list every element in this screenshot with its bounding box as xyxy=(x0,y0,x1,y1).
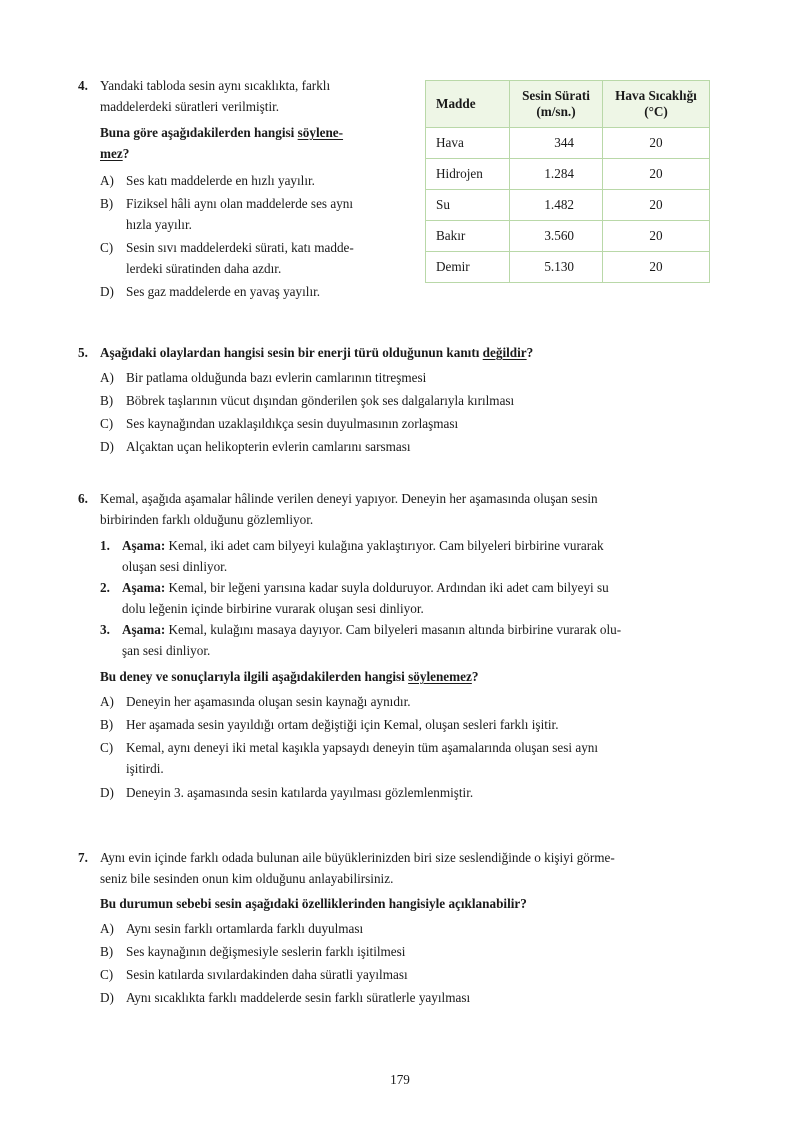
question-number: 7. xyxy=(78,850,88,865)
cell-substance: Hidrojen xyxy=(426,159,510,190)
experiment-step-1: 1. Aşama: Kemal, iki adet cam bilyeyi kulağına yaklaştırıyor. Cam bilyeleri birbirine vurarak oluşan sesi dinliyor. xyxy=(100,538,604,574)
sound-speed-table xyxy=(425,80,710,283)
cell-temperature: 20 xyxy=(603,128,710,159)
question-number: 6. xyxy=(78,491,88,506)
question-number: 5. xyxy=(78,345,88,360)
cell-temperature: 20 xyxy=(603,159,710,190)
cell-substance: Hava xyxy=(426,128,510,159)
table-row xyxy=(426,190,710,221)
experiment-step-2: 2. Aşama: Kemal, bir leğeni yarısına kadar suyla dolduruyor. Ardından iki adet cam bilyeyi su dolu leğenin içinde birbirine vurarak oluşan sesi dinliyor. xyxy=(100,580,609,616)
cell-substance: Su xyxy=(426,190,510,221)
question-4: 4. Yandaki tabloda sesin aynı sıcaklıkta, farklı maddelerdeki süratleri verilmiştir. Buna göre aşağıdakilerden hangisi söylene- mez? A) Ses katı maddelerde en hızlı yayılır. B) Fiziksel hâli aynı olan maddelerde ses aynı hızla yayılır. C) Sesin sıvı maddelerdeki sürati, katı madde- lerdeki süratinden daha azdır. D) Ses gaz maddelerde en yavaş yayılır. xyxy=(78,78,354,299)
question-prompt: Buna göre aşağıdakilerden hangisi söylene- mez? xyxy=(100,125,344,161)
question-prompt: Bu durumun sebebi sesin aşağıdaki özelliklerinden hangisiyle açıklanabilir? xyxy=(100,896,527,911)
cell-speed: 1.482 xyxy=(510,190,603,221)
question-5: 5. Aşağıdaki olaylardan hangisi sesin bir enerji türü olduğunun kanıtı değildir? A) Bir patlama olduğunda bazı evlerin camlarının titreşmesi B) Böbrek taşlarının vücut dışından gönderilen şok ses dalgalarıyla kırılması C) Ses kaynağından uzaklaşıldıkça sesin duyulmasının zorlaşması D) Alçaktan uçan helikopterin evlerin camlarını sarsması xyxy=(78,345,534,454)
header-speed: Sesin Sürati (m/sn.) xyxy=(510,81,603,128)
table-row xyxy=(426,252,710,283)
table-row xyxy=(426,159,710,190)
question-stem: Kemal, aşağıda aşamalar hâlinde verilen deneyi yapıyor. Deneyin her aşamasında oluşan sesin birbirinden farklı olduğunu gözlemliyor. xyxy=(100,491,598,527)
cell-substance: Demir xyxy=(426,252,510,283)
question-7: 7. Aynı evin içinde farklı odada bulunan aile büyüklerinizden biri size seslendiğinde o kişiyi görme- seniz bile sesinden onun kim olduğunu anlayabilirsiniz. Bu durumun sebebi sesin aşağıdaki özelliklerinden hangisiyle açıklanabilir? A) Aynı sesin farklı ortamlarda farklı duyulması B) Ses kaynağının değişmesiyle seslerin farklı işitilmesi C) Sesin katılarda sıvılardakinden daha süratli yayılması D) Aynı sıcaklıkta farklı maddelerde sesin farklı süratlerle yayılması xyxy=(78,850,615,1005)
question-stem: Yandaki tabloda sesin aynı sıcaklıkta, farklı maddelerdeki süratleri verilmiştir. xyxy=(100,78,331,114)
cell-speed: 5.130 xyxy=(510,252,603,283)
header-madde: Madde xyxy=(426,81,510,128)
table-row xyxy=(426,128,710,159)
question-prompt: Bu deney ve sonuçlarıyla ilgili aşağıdakilerden hangisi söylenemez? xyxy=(100,669,479,684)
table-header-row xyxy=(426,81,710,128)
page-number: 179 xyxy=(390,1072,410,1087)
cell-temperature: 20 xyxy=(603,252,710,283)
question-prompt: Aşağıdaki olaylardan hangisi sesin bir enerji türü olduğunun kanıtı değildir? xyxy=(100,345,534,360)
cell-temperature: 20 xyxy=(603,221,710,252)
cell-substance: Bakır xyxy=(426,221,510,252)
cell-speed: 3.560 xyxy=(510,221,603,252)
cell-speed: 344 xyxy=(510,128,603,159)
experiment-step-3: 3. Aşama: Kemal, kulağını masaya dayıyor. Cam bilyeleri masanın altında birbirine vurarak olu- şan sesi dinliyor. xyxy=(100,622,622,658)
question-6: 6. Kemal, aşağıda aşamalar hâlinde verilen deneyi yapıyor. Deneyin her aşamasında oluşan sesin birbirinden farklı olduğunu gözlemliyor. 1. Aşama: Kemal, iki adet cam bilyeyi kulağına yaklaştırıyor. Cam bilyeleri birbirine vurarak oluşan sesi dinliyor. 2. Aşama: Kemal, bir leğeni yarısına kadar suyla dolduruyor. Ardından iki adet cam bilyeyi su dolu leğenin içinde birbirine vurarak oluşan sesi dinliyor. 3. Aşama: Kemal, kulağını masaya dayıyor. Cam bilyeleri masanın altında birbirine vurarak olu- şan sesi dinliyor. Bu deney ve sonuçlarıyla ilgili aşağıdakilerden hangisi söylenemez? A) Deneyin her aşamasında oluşan sesin kaynağı aynıdır. B) Her aşamada sesin yayıldığı ortam değiştiği için Kemal, oluşan sesleri farklı işitir. C) Kemal, aynı deneyi iki metal kaşıkla yapsaydı deneyin tüm aşamalarında oluşan sesi aynı işitirdi. D) Deneyin 3. aşamasında sesin katılarda yayılması gözlemlenmiştir. xyxy=(78,491,622,800)
header-temperature: Hava Sıcaklığı (°C) xyxy=(603,81,710,128)
cell-temperature: 20 xyxy=(603,190,710,221)
question-stem: Aynı evin içinde farklı odada bulunan aile büyüklerinizden biri size seslendiğinde o kişiyi görme- seniz bile sesinden onun kim olduğunu anlayabilirsiniz. xyxy=(100,850,615,886)
question-number: 4. xyxy=(78,78,88,93)
cell-speed: 1.284 xyxy=(510,159,603,190)
table-row xyxy=(426,221,710,252)
